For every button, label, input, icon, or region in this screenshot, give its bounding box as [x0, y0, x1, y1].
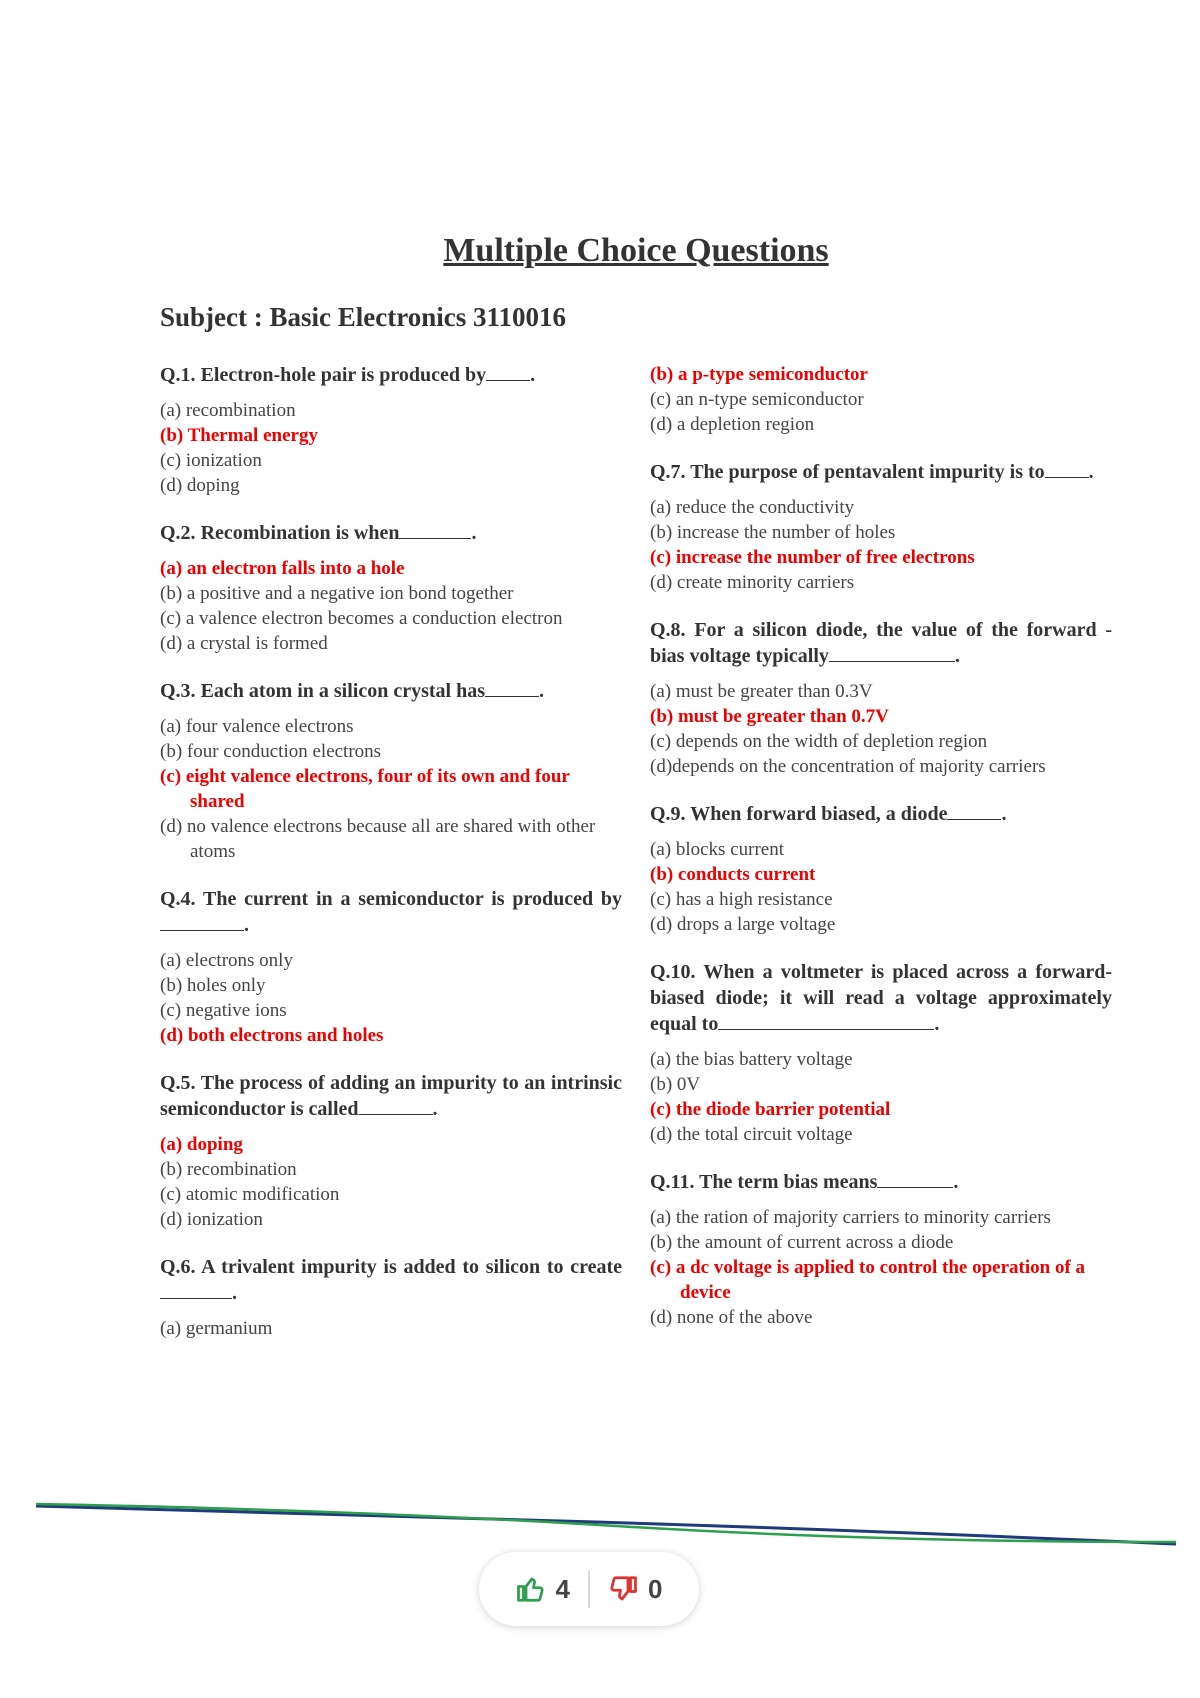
question-text: [160, 362, 622, 388]
options-list: [650, 679, 1112, 779]
question-suffix: .: [244, 914, 249, 936]
option: (a) electrons only: [160, 950, 293, 971]
question-suffix: .: [432, 1098, 438, 1120]
option: (b) increase the number of holes: [650, 522, 896, 543]
correct-option: (a) doping: [160, 1134, 243, 1155]
question-number: Q.3.: [160, 680, 196, 702]
answer-blank: [1045, 459, 1089, 478]
correct-option: (b) conducts current: [650, 864, 816, 885]
options-list: [650, 1205, 1112, 1330]
option: (a) recombination: [160, 400, 296, 421]
options-list: [160, 1132, 622, 1232]
question-block: [160, 678, 622, 864]
correct-option: (c) the diode barrier potential: [650, 1099, 891, 1120]
option: (c) negative ions: [160, 1000, 287, 1021]
option: (d) the total circuit voltage: [650, 1124, 853, 1145]
question-block: [160, 362, 622, 498]
downvote-button[interactable]: [590, 1574, 680, 1605]
question-suffix: .: [1088, 461, 1094, 483]
question-block: [650, 801, 1112, 937]
question-block: [160, 1070, 622, 1232]
question-stem: Electron-hole pair is produced by: [200, 364, 487, 386]
option: (b) recombination: [160, 1159, 297, 1180]
upvote-count: 4: [555, 1573, 570, 1604]
question-number: Q.10.: [650, 961, 696, 983]
question-suffix: .: [1001, 803, 1007, 825]
option: (a) must be greater than 0.3V: [650, 681, 873, 702]
question-block: [160, 886, 622, 1048]
question-text: [650, 801, 1112, 827]
option: (d) no valence electrons because all are shared with other atoms: [160, 816, 596, 862]
question-stem: The process of adding an impurity to an intrinsic semiconductor is called: [160, 1072, 622, 1120]
question-stem: For a silicon diode, the value of the forward - bias voltage typically: [650, 619, 1113, 667]
question-number: Q.5.: [160, 1072, 196, 1094]
question-number: Q.11.: [650, 1171, 695, 1193]
option: (c) has a high resistance: [650, 889, 833, 910]
answer-blank: [359, 1096, 433, 1115]
correct-option: (b) must be greater than 0.7V: [650, 706, 889, 727]
option: (c) a valence electron becomes a conduction electron: [160, 608, 563, 629]
question-stem: The term bias means: [699, 1171, 878, 1193]
question-block: [650, 459, 1112, 595]
question-block: [650, 617, 1112, 779]
options-list: [160, 556, 622, 656]
option: (d) drops a large voltage: [650, 914, 836, 935]
decorative-rule: [36, 1500, 1176, 1550]
option: (b) four conduction electrons: [160, 741, 382, 762]
option: (a) the ration of majority carriers to minority carriers: [650, 1207, 1051, 1228]
question-text: [650, 959, 1112, 1037]
question-number: Q.7.: [650, 461, 686, 483]
downvote-count: 0: [648, 1573, 663, 1604]
subject-heading: Subject : Basic Electronics 3110016: [160, 302, 566, 332]
question-text: [160, 886, 622, 938]
answer-blank: [486, 362, 530, 381]
question-block: [650, 1169, 1112, 1330]
answer-blank: [718, 1011, 934, 1030]
thumbs-up-icon: [516, 1574, 546, 1604]
option: (c) atomic modification: [160, 1184, 340, 1205]
question-stem: Each atom in a silicon crystal has: [200, 680, 486, 702]
option: (d)depends on the concentration of majority carriers: [650, 756, 1046, 777]
answer-blank: [160, 912, 244, 931]
option: (c) depends on the width of depletion region: [650, 731, 988, 752]
question-stem: A trivalent impurity is added to silicon to create: [201, 1256, 623, 1278]
question-number: Q.2.: [160, 522, 196, 544]
option: (b) 0V: [650, 1074, 701, 1095]
option: (a) germanium: [160, 1318, 273, 1339]
question-text: [160, 1070, 622, 1122]
option: (b) a positive and a negative ion bond together: [160, 583, 514, 604]
question-text: [160, 678, 622, 704]
options-list: [160, 714, 622, 864]
question-block: [650, 362, 1112, 437]
options-list: [160, 1316, 622, 1341]
question-number: Q.8.: [650, 619, 686, 641]
options-list: [650, 1047, 1112, 1147]
question-number: Q.9.: [650, 803, 686, 825]
question-number: Q.1.: [160, 364, 196, 386]
upvote-button[interactable]: [498, 1574, 588, 1605]
question-text: [650, 617, 1112, 669]
question-stem: When a voltmeter is placed across a forward-biased diode; it will read a voltage approximately equal to: [650, 961, 1112, 1035]
question-suffix: .: [954, 645, 960, 667]
correct-option: (d) both electrons and holes: [160, 1025, 384, 1046]
correct-option: (c) eight valence electrons, four of its own and four shared: [160, 766, 570, 812]
question-text: [650, 459, 1112, 485]
options-list: [160, 398, 622, 498]
question-block: [160, 1254, 622, 1341]
question-suffix: .: [539, 680, 545, 702]
correct-option: (c) a dc voltage is applied to control the operation of a device: [650, 1257, 1086, 1303]
question-suffix: .: [953, 1171, 959, 1193]
question-suffix: .: [471, 522, 477, 544]
correct-option: (a) an electron falls into a hole: [160, 558, 405, 579]
option: (d) a crystal is formed: [160, 633, 328, 654]
option: (b) holes only: [160, 975, 266, 996]
correct-option: (b) Thermal energy: [160, 425, 318, 446]
correct-option: (b) a p-type semiconductor: [650, 364, 868, 385]
options-list: [160, 948, 622, 1048]
question-number: Q.6.: [160, 1256, 196, 1278]
vote-pill: [479, 1552, 699, 1626]
option: (c) an n-type semiconductor: [650, 389, 864, 410]
thumbs-down-icon: [608, 1574, 638, 1604]
options-list: [650, 837, 1112, 937]
question-stem: Recombination is when: [200, 522, 400, 544]
question-text: [650, 1169, 1112, 1195]
answer-blank: [485, 678, 539, 697]
question-text: [160, 1254, 622, 1306]
question-stem: The current in a semiconductor is produced by: [203, 888, 622, 910]
options-list: [650, 495, 1112, 595]
option: (c) ionization: [160, 450, 262, 471]
question-block: [160, 520, 622, 656]
option: (d) a depletion region: [650, 414, 815, 435]
question-number: Q.4.: [160, 888, 196, 910]
question-suffix: .: [530, 364, 536, 386]
option: (d) doping: [160, 475, 240, 496]
answer-blank: [399, 520, 471, 539]
option: (d) create minority carriers: [650, 572, 855, 593]
left-column: [160, 362, 622, 1363]
question-text: [160, 520, 622, 546]
answer-blank: [160, 1280, 232, 1299]
option: (a) blocks current: [650, 839, 784, 860]
question-stem: The purpose of pentavalent impurity is to: [690, 461, 1045, 483]
option: (a) reduce the conductivity: [650, 497, 855, 518]
options-list: [650, 362, 1112, 437]
question-block: [650, 959, 1112, 1147]
correct-option: (c) increase the number of free electrons: [650, 547, 975, 568]
question-suffix: .: [232, 1282, 237, 1304]
option: (a) the bias battery voltage: [650, 1049, 853, 1070]
option: (a) four valence electrons: [160, 716, 354, 737]
option: (b) the amount of current across a diode: [650, 1232, 954, 1253]
page-title: Multiple Choice Questions: [443, 232, 829, 269]
question-stem: When forward biased, a diode: [690, 803, 948, 825]
answer-blank: [877, 1169, 953, 1188]
answer-blank: [947, 801, 1001, 820]
option: (d) none of the above: [650, 1307, 813, 1328]
question-suffix: .: [934, 1013, 940, 1035]
right-column: [650, 362, 1112, 1352]
option: (d) ionization: [160, 1209, 263, 1230]
answer-blank: [829, 643, 955, 662]
